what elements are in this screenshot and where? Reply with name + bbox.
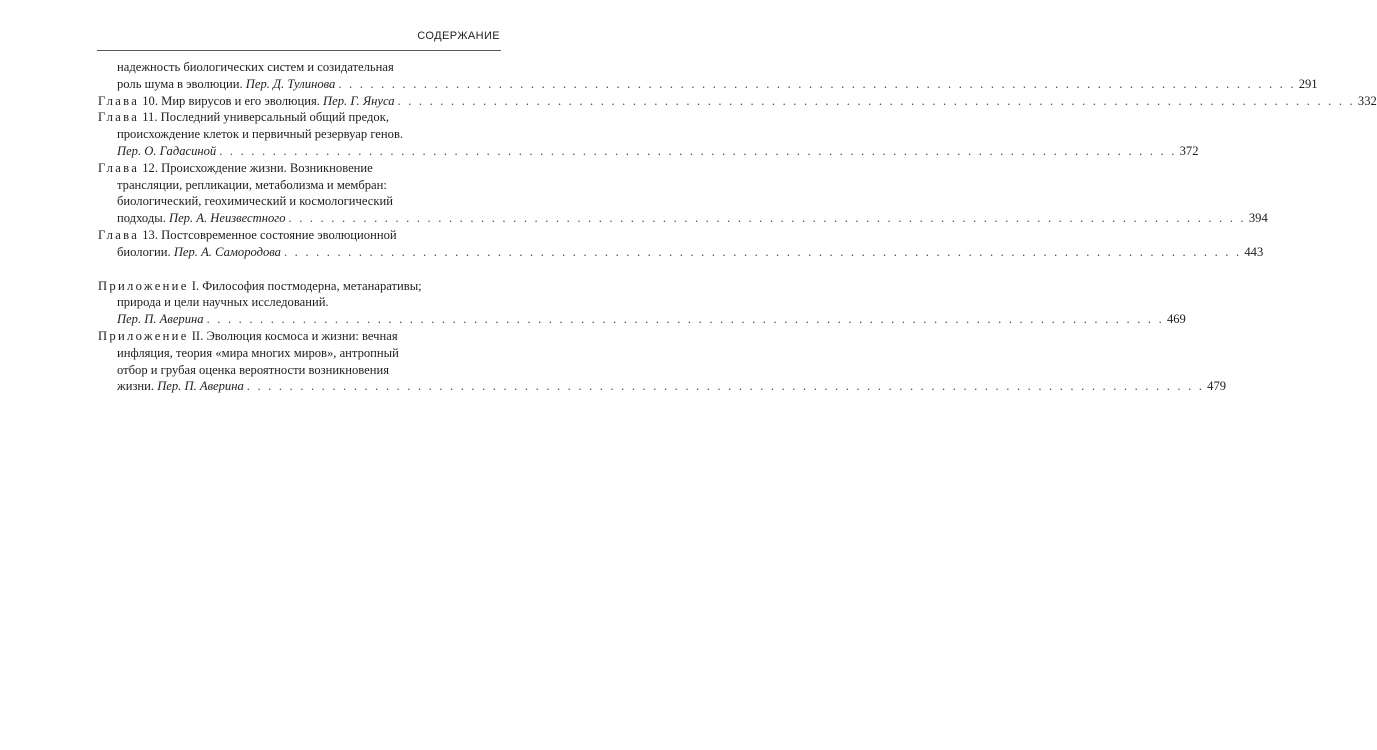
entry-number: 12. <box>139 160 162 175</box>
entry-leader-line <box>98 244 1264 261</box>
entry-title: Постсовременное состояние эволюционной <box>161 227 397 242</box>
entry-title-line: отбор и грубая оценка вероятности возникновения <box>117 362 390 377</box>
entry-page-number: 332 <box>1357 93 1377 108</box>
entry-translator: Пер. О. Гадасиной <box>117 143 217 158</box>
leader-dots: . . . . . . . . . . . . . . . . . . . . . . . . . . . . . . . . . . . . . . . . . . . . . . . . . . . . . . . . . . . . . . . . . . . . . . . . . . . . . . . . . . . . . . . . . . <box>246 379 1205 394</box>
entry-label: Глава <box>98 227 140 242</box>
entry-title: Эволюция космоса и жизни: вечная <box>206 328 398 343</box>
leader-dots: . . . . . . . . . . . . . . . . . . . . . . . . . . . . . . . . . . . . . . . . . . . . . . . . . . . . . . . . . . . . . . . . . . . . . . . . . . . . . . . . . . . . . . . . . . <box>397 93 1355 108</box>
entry-title-text <box>117 76 335 93</box>
entry-title: Философия постмодерна, метанаративы; <box>202 278 422 293</box>
entry-number: II. <box>188 328 207 343</box>
toc-entry-chapter-12[interactable] <box>98 160 1268 227</box>
entry-page-number: 443 <box>1244 244 1264 259</box>
entry-leader-line <box>98 143 1199 160</box>
leader-dots: . . . . . . . . . . . . . . . . . . . . . . . . . . . . . . . . . . . . . . . . . . . . . . . . . . . . . . . . . . . . . . . . . . . . . . . . . . . . . . . . . . . . . . . . . . <box>206 312 1164 327</box>
entry-title-end: биологии. <box>117 244 174 259</box>
entry-title-end: жизни. <box>117 379 158 394</box>
entry-title-text <box>98 93 395 110</box>
entry-translator: Пер. Г. Януса <box>323 93 395 108</box>
toc-entry-chapter-11[interactable] <box>98 109 1199 159</box>
entry-translator: Пер. А. Самородова <box>173 244 281 259</box>
toc-entry-chapter-9-continued[interactable] <box>98 59 1318 93</box>
entry-label: Приложение <box>98 328 189 343</box>
entry-translator: Пер. П. Аверина <box>117 312 204 327</box>
entry-title-text <box>117 378 244 395</box>
entry-title-line <box>98 160 502 177</box>
entry-title-line: инфляция, теория «мира многих миров», антропный <box>117 345 399 360</box>
section-spacer <box>98 261 502 278</box>
table-of-contents <box>98 59 1377 395</box>
entry-title-line <box>98 328 502 345</box>
entry-label: Глава <box>98 93 140 108</box>
entry-translator: Пер. Д. Тулинова <box>245 76 336 91</box>
entry-page-number: 469 <box>1166 312 1186 327</box>
entry-title-line: природа и цели научных исследований. <box>117 295 329 310</box>
entry-title-end: роль шума в эволюции. <box>117 76 246 91</box>
leader-dots: . . . . . . . . . . . . . . . . . . . . . . . . . . . . . . . . . . . . . . . . . . . . . . . . . . . . . . . . . . . . . . . . . . . . . . . . . . . . . . . . . . . . . . . . . . <box>219 143 1177 158</box>
toc-entry-chapter-10[interactable] <box>98 93 1377 110</box>
entry-title-line: биологический, геохимический и космологический <box>117 194 393 209</box>
entry-title-end: подходы. <box>117 211 169 226</box>
entry-translator: Пер. А. Неизвестного <box>169 211 286 226</box>
entry-page-number: 372 <box>1179 143 1199 158</box>
entry-title-line <box>98 109 502 126</box>
running-head-title: СОДЕРЖАНИЕ <box>417 30 500 42</box>
entry-leader-line <box>98 93 1377 110</box>
leader-dots: . . . . . . . . . . . . . . . . . . . . . . . . . . . . . . . . . . . . . . . . . . . . . . . . . . . . . . . . . . . . . . . . . . . . . . . . . . . . . . . . . . . . . . . . . . <box>338 76 1296 91</box>
leader-dots: . . . . . . . . . . . . . . . . . . . . . . . . . . . . . . . . . . . . . . . . . . . . . . . . . . . . . . . . . . . . . . . . . . . . . . . . . . . . . . . . . . . . . . . . . . <box>283 244 1242 259</box>
entry-title-line <box>98 227 502 244</box>
entry-number: I. <box>188 278 203 293</box>
entry-number: 10. <box>139 93 162 108</box>
entry-label: Глава <box>98 110 140 125</box>
entry-leader-line <box>98 311 1186 328</box>
entry-title-line: трансляции, репликации, метаболизма и мембран: <box>117 177 387 192</box>
header-rule <box>97 50 501 51</box>
toc-entry-chapter-13[interactable] <box>98 227 1264 261</box>
toc-entry-appendix-2[interactable] <box>98 328 1227 395</box>
toc-entry-appendix-1[interactable] <box>98 278 1186 328</box>
entry-title: Происхождение жизни. Возникновение <box>161 160 373 175</box>
entry-leader-line <box>98 210 1268 227</box>
entry-page-number: 291 <box>1298 76 1318 91</box>
leader-dots: . . . . . . . . . . . . . . . . . . . . . . . . . . . . . . . . . . . . . . . . . . . . . . . . . . . . . . . . . . . . . . . . . . . . . . . . . . . . . . . . . . . . . . . . . . <box>288 211 1246 226</box>
entry-page-number: 394 <box>1248 211 1268 226</box>
entry-title-line <box>98 278 502 295</box>
entry-number: 11. <box>139 110 161 125</box>
entry-title-text <box>117 244 281 261</box>
entry-title: Мир вирусов и его эволюция. <box>161 93 324 108</box>
entry-translator: Пер. П. Аверина <box>157 379 244 394</box>
entry-number: 13. <box>139 227 162 242</box>
entry-page-number: 479 <box>1207 379 1227 394</box>
entry-title: Последний универсальный общий предок, <box>160 110 389 125</box>
entry-label: Приложение <box>98 278 189 293</box>
entry-label: Глава <box>98 160 140 175</box>
entry-title-line: надежность биологических систем и созидательная <box>117 60 394 74</box>
entry-leader-line <box>98 76 1318 93</box>
entry-leader-line <box>98 378 1227 395</box>
entry-title-line: происхождение клеток и первичный резервуар генов. <box>117 127 404 142</box>
entry-title-text <box>117 210 286 227</box>
